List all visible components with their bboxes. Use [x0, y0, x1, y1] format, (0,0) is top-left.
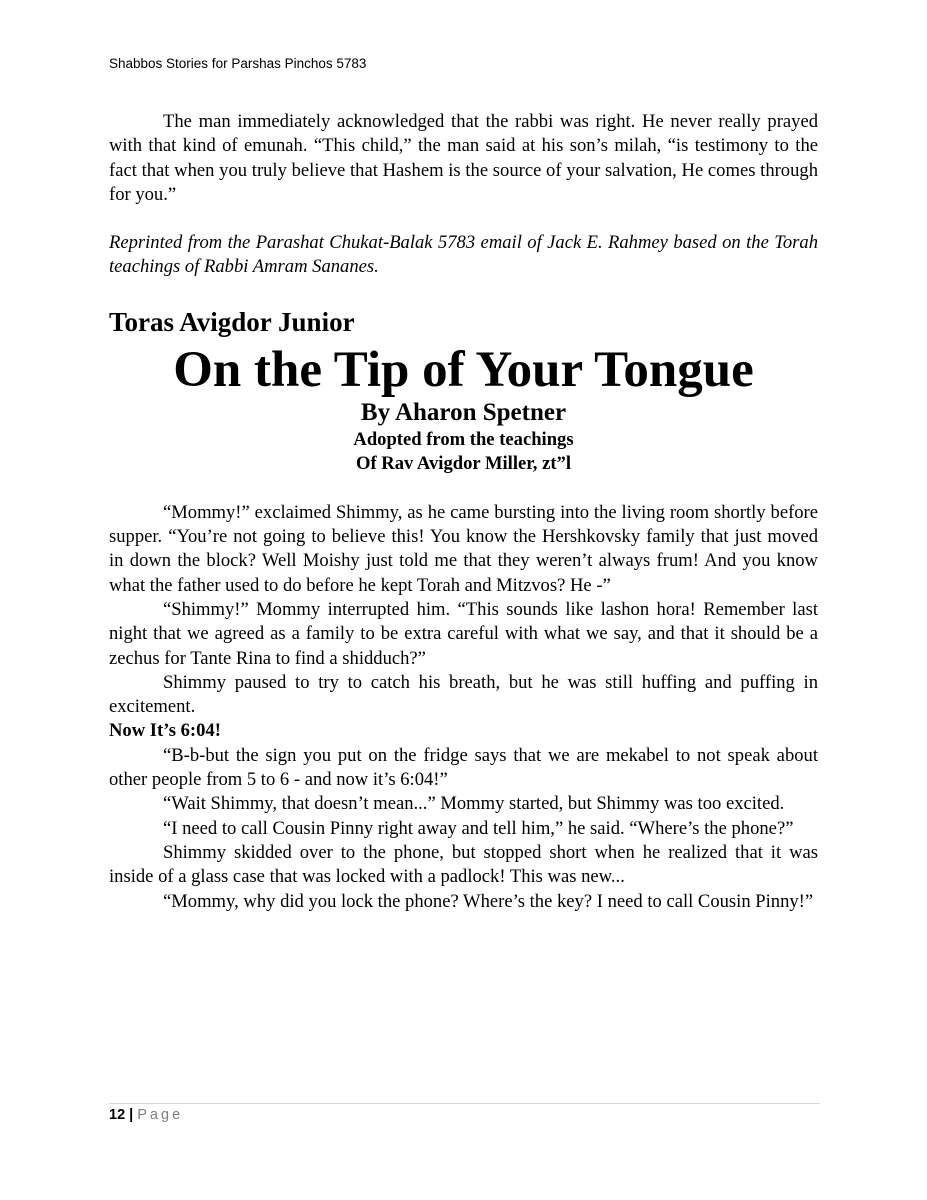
intro-paragraph: The man immediately acknowledged that the rabbi was right. He never really prayed with that kind of emunah. “This child,” the man said at his son’s milah, “is testimony to the fact that when you truly believe that Hashem is the source of your salvation, He comes through for you.”	[109, 111, 818, 205]
body-paragraph: “Wait Shimmy, that doesn’t mean...” Mommy started, but Shimmy was too excited.	[163, 793, 785, 815]
page-word: Page	[137, 1107, 184, 1123]
page-footer	[109, 1107, 183, 1123]
footer-divider	[109, 1103, 820, 1104]
body-paragraph: “B-b-but the sign you put on the fridge says that we are mekabel to not speak about other people from 5 to 6 - and now it’s 6:04!”	[109, 744, 818, 791]
reprint-note: Reprinted from the Parashat Chukat-Balak 5783 email of Jack E. Rahmey based on the Torah teachings of Rabbi Amram Sananes.	[109, 232, 818, 278]
body-paragraph: “Mommy!” exclaimed Shimmy, as he came bursting into the living room shortly before supper. “You’re not going to believe this! You know the Hershkovsky family that just moved in down the block? Well Moishy just told me that they weren’t always frum! And you know what the father used to do before he kept Torah and Mitzvos? He -”	[109, 501, 818, 596]
body-paragraph: “Mommy, why did you lock the phone? Where’s the key? I need to call Cousin Pinny!”	[163, 890, 814, 912]
subheading: Now It’s 6:04!	[109, 720, 221, 742]
section-label: Toras Avigdor Junior	[109, 306, 355, 337]
running-header: Shabbos Stories for Parshas Pinchos 5783	[109, 56, 367, 71]
credit-line-1: Adopted from the teachings	[353, 428, 574, 450]
footer-separator: |	[129, 1107, 134, 1123]
article-byline: By Aharon Spetner	[360, 398, 567, 426]
body-paragraph: “I need to call Cousin Pinny right away and tell him,” he said. “Where’s the phone?”	[163, 817, 794, 839]
article-title: On the Tip of Your Tongue	[173, 341, 754, 398]
page-number: 12	[109, 1107, 126, 1123]
body-paragraph: “Shimmy!” Mommy interrupted him. “This sounds like lashon hora! Remember last night that we agreed as a family to be extra careful with what we say, and that it should be a zechus for Tante Rina to find a shidduch?”	[109, 598, 818, 669]
body-paragraph: Shimmy paused to try to catch his breath, but he was still huffing and puffing in excitement.	[109, 671, 818, 718]
credit-line-2: Of Rav Avigdor Miller, zt”l	[355, 453, 571, 475]
body-paragraph: Shimmy skidded over to the phone, but stopped short when he realized that it was inside of a glass case that was locked with a padlock! This was new...	[109, 841, 818, 888]
page-content	[109, 110, 818, 914]
